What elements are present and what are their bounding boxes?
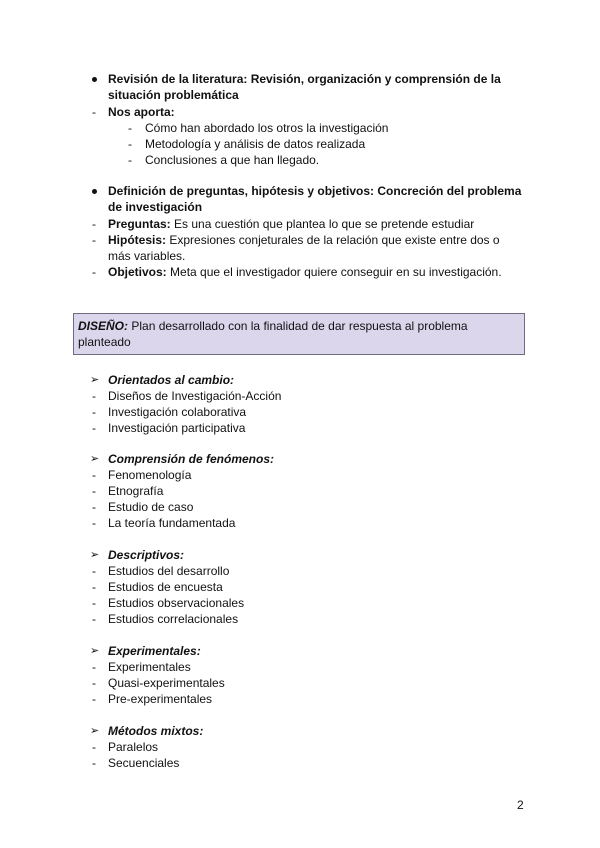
hipotesis-text-cont: más variables. xyxy=(108,249,186,263)
category-item: Etnografía xyxy=(108,484,164,498)
hipotesis-text: Expresiones conjeturales de la relación que existe entre dos o xyxy=(169,233,500,247)
category-item: Pre-experimentales xyxy=(108,692,213,706)
aporta-label: Nos aporta: xyxy=(108,105,175,119)
category-title: Orientados al cambio: xyxy=(108,373,235,387)
dash-marker: - xyxy=(92,233,96,247)
arrow-bullet-icon: ➢ xyxy=(90,373,100,386)
arrow-bullet-icon: ➢ xyxy=(90,548,100,561)
category-item: Estudios del desarrollo xyxy=(108,564,230,578)
preguntas-line xyxy=(108,216,474,232)
diseno-box xyxy=(73,313,525,355)
preguntas-label: Preguntas: xyxy=(108,217,171,231)
bullet-dot-icon xyxy=(92,189,97,194)
category-item: Fenomenología xyxy=(108,468,192,482)
category-item: Diseños de Investigación-Acción xyxy=(108,389,282,403)
page-number: 2 xyxy=(517,798,524,812)
category-title: Comprensión de fenómenos: xyxy=(108,452,275,466)
dash-marker: - xyxy=(92,516,96,530)
aporta-item: Metodología y análisis de datos realizada xyxy=(145,137,366,151)
objetivos-label: Objetivos: xyxy=(108,265,167,279)
dash-marker: - xyxy=(128,121,132,135)
arrow-bullet-icon: ➢ xyxy=(90,644,100,657)
category-title: Métodos mixtos: xyxy=(108,724,204,738)
category-item: Secuenciales xyxy=(108,756,180,770)
objetivos-text: Meta que el investigador quiere conseguir en su investigación. xyxy=(170,265,502,279)
sec1-heading-line2: situación problemática xyxy=(108,88,239,102)
sec2-heading-line2: de investigación xyxy=(108,200,203,214)
dash-marker: - xyxy=(92,500,96,514)
dash-marker: - xyxy=(92,740,96,754)
dash-marker: - xyxy=(92,564,96,578)
aporta-item: Conclusiones a que han llegado. xyxy=(145,153,320,167)
preguntas-text: Es una cuestión que plantea lo que se pretende estudiar xyxy=(174,217,475,231)
category-item: Paralelos xyxy=(108,740,159,754)
category-item: Estudio de caso xyxy=(108,500,194,514)
category-item: Estudios observacionales xyxy=(108,596,245,610)
category-item: Quasi-experimentales xyxy=(108,676,225,690)
dash-marker: - xyxy=(92,217,96,231)
dash-marker: - xyxy=(92,660,96,674)
diseno-line2: planteado xyxy=(78,335,131,349)
category-item: Estudios de encuesta xyxy=(108,580,223,594)
dash-marker: - xyxy=(92,405,96,419)
bullet-dot-icon xyxy=(92,77,97,82)
aporta-item: Cómo han abordado los otros la investigación xyxy=(145,121,389,135)
diseno-text: Plan desarrollado con la finalidad de dar respuesta al problema xyxy=(131,319,468,333)
dash-marker: - xyxy=(128,137,132,151)
category-item: Estudios correlacionales xyxy=(108,612,239,626)
dash-marker: - xyxy=(92,676,96,690)
sec2-heading-line1: Definición de preguntas, hipótesis y objetivos: Concreción del problema xyxy=(108,184,522,198)
dash-marker: - xyxy=(92,105,96,119)
dash-marker: - xyxy=(92,484,96,498)
category-item: Investigación colaborativa xyxy=(108,405,247,419)
dash-marker: - xyxy=(92,692,96,706)
category-item: Experimentales xyxy=(108,660,191,674)
dash-marker: - xyxy=(92,421,96,435)
category-item: La teoría fundamentada xyxy=(108,516,236,530)
diseno-label: DISEÑO: xyxy=(78,319,129,333)
category-item: Investigación participativa xyxy=(108,421,246,435)
dash-marker: - xyxy=(92,265,96,279)
hipotesis-line xyxy=(108,232,500,248)
dash-marker: - xyxy=(92,580,96,594)
dash-marker: - xyxy=(92,612,96,626)
diseno-line1 xyxy=(78,318,468,334)
category-title: Experimentales: xyxy=(108,644,201,658)
dash-marker: - xyxy=(92,756,96,770)
sec1-heading-line1: Revisión de la literatura: Revisión, organización y comprensión de la xyxy=(108,72,501,86)
dash-marker: - xyxy=(92,596,96,610)
category-title: Descriptivos: xyxy=(108,548,185,562)
dash-marker: - xyxy=(92,389,96,403)
hipotesis-label: Hipótesis: xyxy=(108,233,167,247)
dash-marker: - xyxy=(128,153,132,167)
objetivos-line xyxy=(108,264,502,280)
dash-marker: - xyxy=(92,468,96,482)
arrow-bullet-icon: ➢ xyxy=(90,724,100,737)
arrow-bullet-icon: ➢ xyxy=(90,452,100,465)
